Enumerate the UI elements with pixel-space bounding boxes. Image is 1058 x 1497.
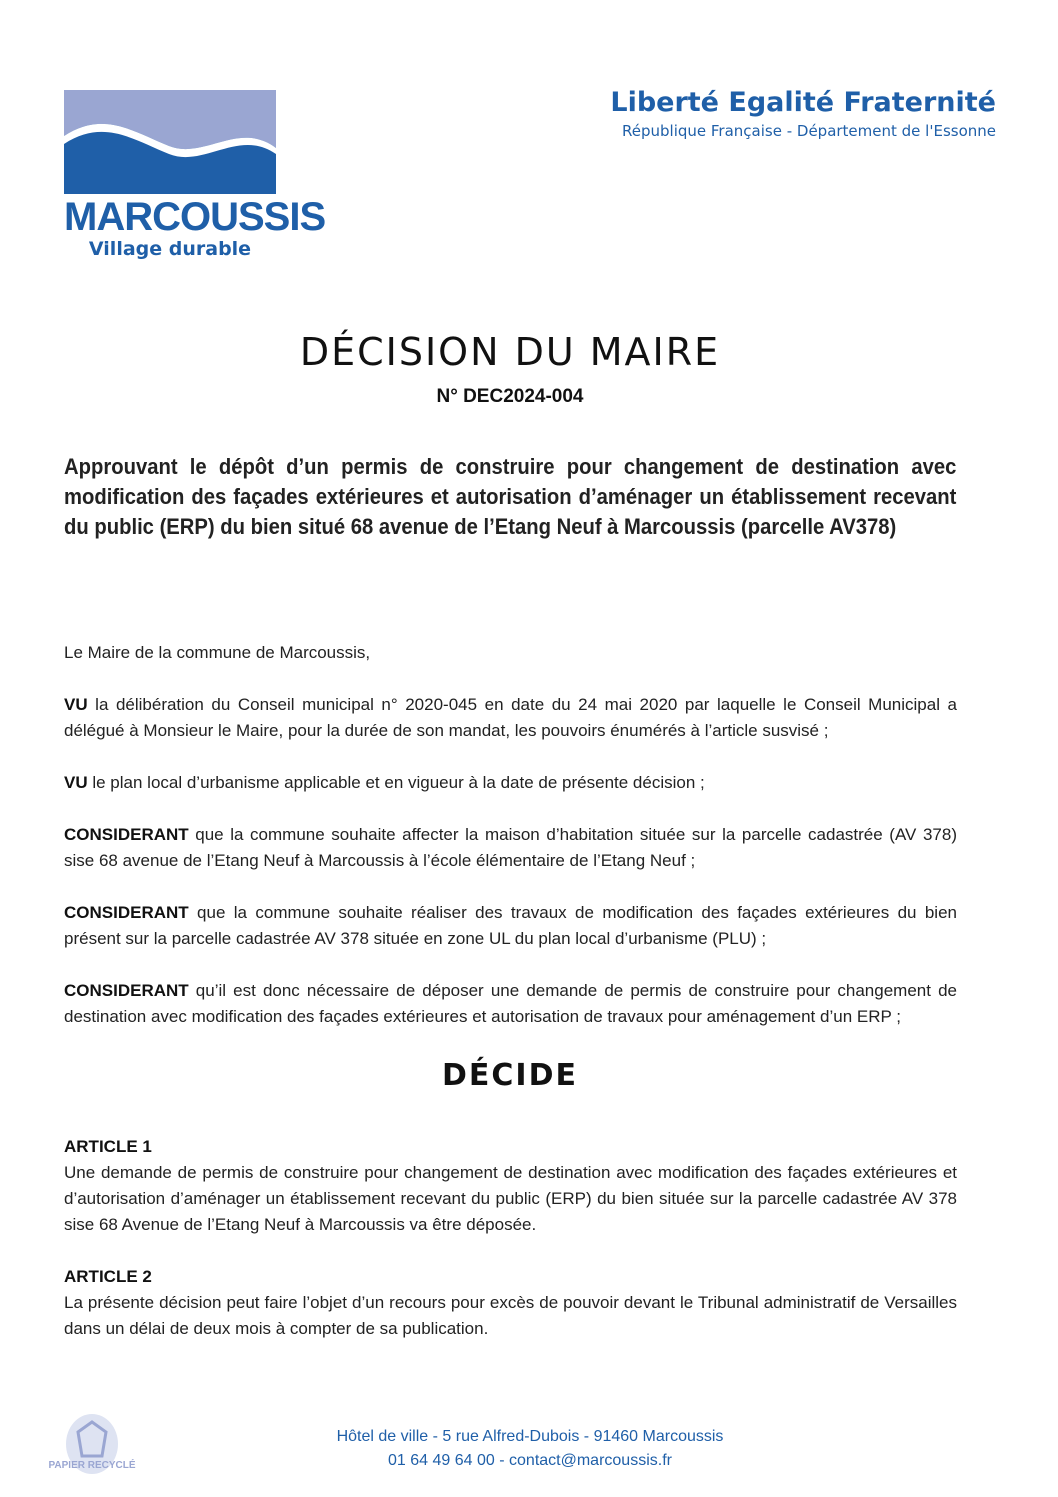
recital-lead: VU (64, 773, 88, 792)
logo-name: MARCOUSSIS (64, 195, 326, 239)
recital-paragraph (64, 900, 957, 952)
article-title: ARTICLE 1 (64, 1137, 152, 1156)
article-text: Une demande de permis de construire pour changement de destination avec modification des façades extérieures et d’autorisation d’aménager un établissement recevant du public (ERP) du bien située sur la parcelle cadastrée AV 378 sise 68 Avenue de l’Etang Neuf à Marcoussis va être déposée. (64, 1163, 957, 1234)
recital-lead: CONSIDERANT (64, 903, 189, 922)
recycle-label: PAPIER RECYCLÉ (48, 1460, 136, 1471)
footer (230, 1425, 830, 1473)
decision-subject: Approuvant le dépôt d’un permis de construire pour changement de destination avec modification des façades extérieures et autorisation d’aménager un établissement recevant du public (ERP) du bien situé 68 avenue de l’Etang Neuf à Marcoussis (parcelle AV378) (64, 454, 957, 539)
recital-paragraph (64, 978, 957, 1030)
department-line: République Française - Département de l'Essonne (622, 122, 996, 140)
recital-text: que la commune souhaite réaliser des travaux de modification des façades extérieures du bien présent sur la parcelle cadastrée AV 378 située en zone UL du plan local d’urbanisme (PLU) ; (64, 903, 957, 948)
recital-lead: CONSIDERANT (64, 825, 189, 844)
recital-paragraph (64, 692, 957, 744)
footer-address: Hôtel de ville - 5 rue Alfred-Dubois - 91460 Marcoussis (336, 1428, 724, 1445)
articles-section (64, 1134, 957, 1368)
decide-heading: DÉCIDE (442, 1058, 578, 1093)
recital-lead: VU (64, 695, 88, 714)
footer-contact: 01 64 49 64 00 - contact@marcoussis.fr (388, 1452, 672, 1469)
intro-paragraph: Le Maire de la commune de Marcoussis, (64, 643, 371, 662)
wave-logo-graphic (64, 90, 276, 194)
recital-text: qu’il est donc nécessaire de déposer une demande de permis de construire pour changement de destination avec modification des façades extérieures et autorisation de travaux pour aménagement d’un ERP ; (64, 981, 957, 1026)
article-text: La présente décision peut faire l’objet d’un recours pour excès de pouvoir devant le Tribunal administratif de Versailles dans un délai de deux mois à compter de sa publication. (64, 1293, 957, 1338)
motto-line: Liberté Egalité Fraternité (610, 87, 996, 118)
recital-paragraph (64, 822, 957, 874)
logo-tagline: Village durable (88, 238, 252, 260)
republic-motto (610, 86, 996, 142)
recital-text: la délibération du Conseil municipal n° 2020-045 en date du 24 mai 2020 par laquelle le Conseil Municipal a délégué à Monsieur le Maire, pour la durée de son mandat, les pouvoirs énumérés à l’article susvisé ; (64, 695, 957, 740)
decision-body (64, 640, 957, 1056)
recital-text: que la commune souhaite affecter la maison d’habitation située sur la parcelle cadastrée (AV 378) sise 68 avenue de l’Etang Neuf à Marcoussis à l’école élémentaire de l’Etang Neuf ; (64, 825, 957, 870)
decision-number: N° DEC2024-004 (436, 386, 584, 407)
recycled-paper-icon (48, 1412, 136, 1476)
recital-text: le plan local d’urbanisme applicable et en vigueur à la date de présente décision ; (87, 773, 705, 792)
article-title: ARTICLE 2 (64, 1267, 152, 1286)
page-title: DÉCISION DU MAIRE (299, 330, 721, 374)
recital-lead: CONSIDERANT (64, 981, 189, 1000)
recital-paragraph (64, 770, 957, 796)
marcoussis-logo (64, 90, 326, 260)
